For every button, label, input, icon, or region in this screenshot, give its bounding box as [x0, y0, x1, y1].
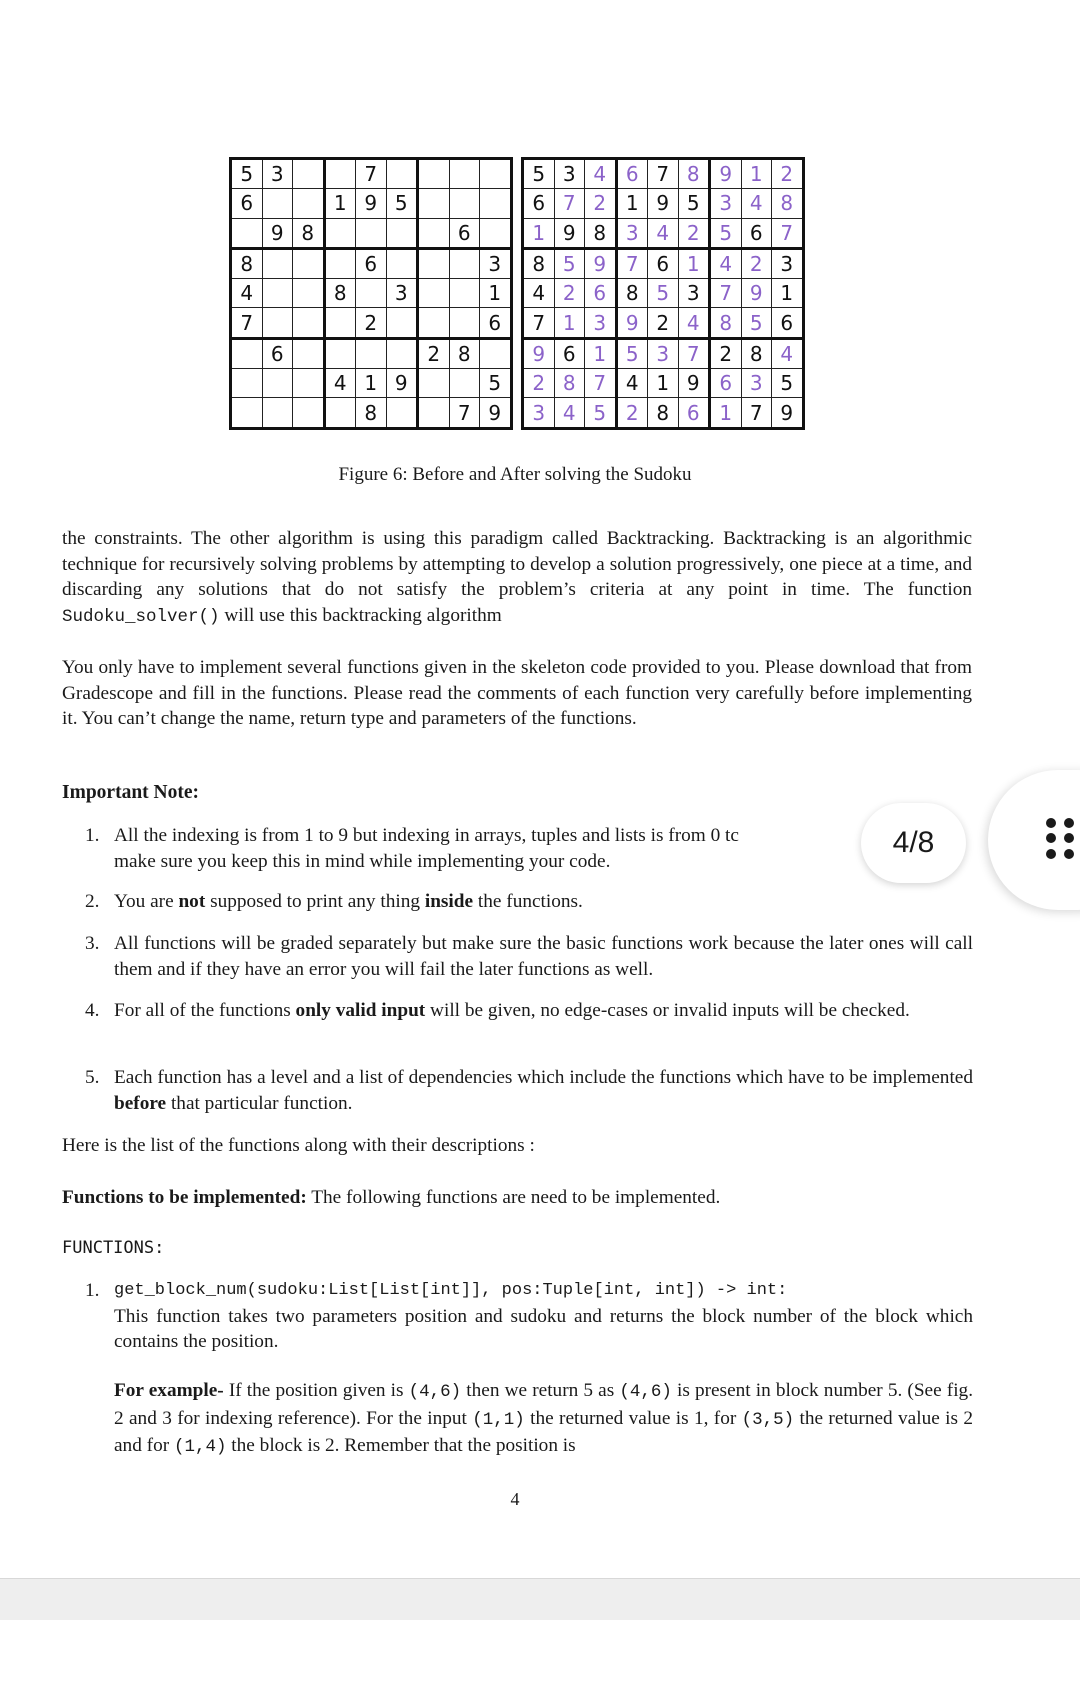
sudoku-cell: 4 [231, 279, 263, 308]
sudoku-cell: 5 [554, 248, 585, 278]
sudoku-cell: 3 [616, 218, 648, 248]
sudoku-cell: 6 [262, 338, 293, 368]
sudoku-cell: 1 [741, 159, 772, 189]
sudoku-cell: 4 [616, 369, 648, 398]
sudoku-cell: 5 [648, 279, 679, 308]
note-item-2: 2. You are not supposed to print any thing inside the functions. [85, 891, 583, 912]
sudoku-cell [324, 338, 356, 368]
sudoku-cell: 2 [554, 279, 585, 308]
sudoku-cell [324, 218, 356, 248]
sudoku-cell [418, 248, 450, 278]
sudoku-cell: 5 [231, 159, 263, 189]
sudoku-cell: 1 [710, 398, 742, 428]
sudoku-cell: 5 [772, 369, 804, 398]
sudoku-cell: 9 [585, 248, 617, 278]
sudoku-cell: 1 [480, 279, 512, 308]
sudoku-row [523, 159, 804, 189]
sudoku-cell: 1 [324, 189, 356, 218]
sudoku-cell: 8 [772, 189, 804, 218]
sudoku-cell: 2 [585, 189, 617, 218]
sudoku-cell: 4 [324, 369, 356, 398]
sudoku-cell: 6 [585, 279, 617, 308]
sudoku-cell: 3 [554, 159, 585, 189]
sudoku-cell: 8 [710, 308, 742, 338]
sudoku-cell [356, 338, 387, 368]
sudoku-cell: 6 [449, 218, 480, 248]
sudoku-cell: 4 [710, 248, 742, 278]
sudoku-cell: 7 [616, 248, 648, 278]
sudoku-cell [418, 308, 450, 338]
sudoku-cell [262, 369, 293, 398]
sudoku-cell: 8 [648, 398, 679, 428]
sudoku-cell [386, 218, 418, 248]
sudoku-cell [293, 369, 325, 398]
sudoku-cell: 4 [648, 218, 679, 248]
sudoku-cell [386, 308, 418, 338]
sudoku-cell: 2 [741, 248, 772, 278]
sudoku-cell: 5 [480, 369, 512, 398]
sudoku-cell: 5 [678, 189, 710, 218]
sudoku-cell: 8 [523, 248, 555, 278]
sudoku-cell: 5 [523, 159, 555, 189]
sudoku-cell: 2 [678, 218, 710, 248]
sudoku-row [523, 189, 804, 218]
sudoku-cell: 2 [710, 338, 742, 368]
sudoku-cell: 7 [741, 398, 772, 428]
sudoku-cell [418, 218, 450, 248]
sudoku-cell [262, 189, 293, 218]
function-example: For example- If the position given is (4,6) then we return 5 as (4,6) is present in block number 5. (See fig. 2 and 3 for indexing reference). For the input (1,1) the returned value is 1, for (3,5) the returned value is 2 and for (1,4) the block is 2. Remember that the position is [114, 1380, 974, 1458]
sudoku-cell: 1 [772, 279, 804, 308]
sudoku-cell: 1 [648, 369, 679, 398]
sudoku-cell [293, 159, 325, 189]
page-number: 4 [510, 1489, 520, 1509]
sudoku-cell: 3 [710, 189, 742, 218]
sudoku-cell [449, 308, 480, 338]
sudoku-cell: 4 [585, 159, 617, 189]
sudoku-cell: 9 [741, 279, 772, 308]
sudoku-cell: 4 [523, 279, 555, 308]
sudoku-cell: 1 [678, 248, 710, 278]
page-indicator[interactable]: 4/8 [861, 803, 966, 883]
sudoku-cell: 3 [262, 159, 293, 189]
sudoku-cell: 6 [554, 338, 585, 368]
sudoku-cell: 6 [523, 189, 555, 218]
backtracking-paragraph: the constraints. The other algorithm is using this paradigm called Backtracking. Backtracking is an algorithmic technique for recursively solving problems by attempting to develop a solution progressively, one piece at a time, and discarding any solutions that do not satisfy the problem’s criteria at any point in time. The function Sudoku_solver() will use this backtracking algorithm [62, 528, 972, 627]
sudoku-cell: 7 [678, 338, 710, 368]
sudoku-cell: 6 [678, 398, 710, 428]
sudoku-cell [356, 218, 387, 248]
sudoku-cell: 3 [480, 248, 512, 278]
sudoku-row [523, 338, 804, 368]
sudoku-cell: 6 [356, 248, 387, 278]
sudoku-cell: 3 [585, 308, 617, 338]
sudoku-cell [386, 338, 418, 368]
sudoku-cell: 7 [772, 218, 804, 248]
functions-label: FUNCTIONS: [62, 1238, 165, 1258]
sudoku-cell [262, 398, 293, 428]
sudoku-cell: 6 [772, 308, 804, 338]
sudoku-cell: 2 [418, 338, 450, 368]
sudoku-cell: 9 [710, 159, 742, 189]
viewer-bottom-bar [0, 1578, 1080, 1621]
sudoku-cell [231, 398, 263, 428]
sudoku-cell: 1 [585, 338, 617, 368]
sudoku-cell: 9 [262, 218, 293, 248]
sudoku-cell: 7 [554, 189, 585, 218]
sudoku-cell [418, 279, 450, 308]
sudoku-cell: 5 [585, 398, 617, 428]
sudoku-cell [231, 338, 263, 368]
sudoku-cell [386, 398, 418, 428]
sudoku-cell [480, 218, 512, 248]
note-item-4: 4. For all of the functions only valid input will be given, no edge-cases or invalid inputs will be checked. [85, 1000, 910, 1021]
note-item-3: 3. All functions will be graded separately but make sure the basic functions work because the later ones will call them and if they have an error you will fail the later functions as well. [85, 933, 973, 980]
sudoku-row [523, 308, 804, 338]
sudoku-cell [418, 189, 450, 218]
sudoku-cell [356, 279, 387, 308]
sudoku-row [231, 369, 512, 398]
sudoku-row [231, 159, 512, 189]
sudoku-cell: 9 [678, 369, 710, 398]
sudoku-cell [449, 369, 480, 398]
sudoku-cell [449, 279, 480, 308]
sudoku-cell [293, 189, 325, 218]
sudoku-after-grid [521, 157, 805, 430]
sudoku-cell: 5 [386, 189, 418, 218]
sudoku-cell [293, 248, 325, 278]
sudoku-cell [449, 159, 480, 189]
sudoku-cell [418, 159, 450, 189]
code-sudoku-solver: Sudoku_solver() [62, 606, 220, 627]
sudoku-cell: 6 [710, 369, 742, 398]
sudoku-cell [386, 248, 418, 278]
sudoku-cell [293, 279, 325, 308]
sudoku-row [231, 248, 512, 278]
sudoku-cell: 6 [480, 308, 512, 338]
sudoku-cell: 9 [386, 369, 418, 398]
important-note-heading: Important Note: [62, 782, 200, 803]
sudoku-row [523, 369, 804, 398]
sudoku-cell [324, 398, 356, 428]
sudoku-cell: 8 [324, 279, 356, 308]
function-item-1: 1. get_block_num(sudoku:List[List[int]], pos:Tuple[int, int]) -> int: This function takes two parameters position and sudoku and returns the block number of the block which contains the position. [85, 1278, 973, 1355]
sudoku-cell [449, 189, 480, 218]
sudoku-cell [262, 308, 293, 338]
sudoku-cell: 5 [710, 218, 742, 248]
note-item-5: 5. Each function has a level and a list of dependencies which include the functions which have to be implemented before that particular function. [85, 1067, 973, 1114]
sudoku-cell [480, 159, 512, 189]
sudoku-cell: 8 [554, 369, 585, 398]
sudoku-row [231, 338, 512, 368]
sudoku-cell: 8 [741, 338, 772, 368]
sudoku-cell: 7 [648, 159, 679, 189]
sudoku-cell: 4 [741, 189, 772, 218]
sudoku-cell: 4 [772, 338, 804, 368]
sudoku-cell: 3 [741, 369, 772, 398]
sudoku-row [231, 398, 512, 428]
sudoku-cell: 9 [523, 338, 555, 368]
sudoku-cell: 6 [231, 189, 263, 218]
sudoku-cell: 3 [678, 279, 710, 308]
sudoku-cell [231, 369, 263, 398]
viewer-background [0, 1620, 1080, 1700]
sudoku-cell: 8 [449, 338, 480, 368]
sudoku-cell [418, 369, 450, 398]
sudoku-cell: 7 [449, 398, 480, 428]
sudoku-cell: 8 [585, 218, 617, 248]
sudoku-cell: 9 [648, 189, 679, 218]
sudoku-cell: 3 [386, 279, 418, 308]
sudoku-cell: 8 [293, 218, 325, 248]
sudoku-row [523, 248, 804, 278]
note-item-1: 1. All the indexing is from 1 to 9 but indexing in arrays, tuples and lists is from 0 tc make sure you keep this in mind while implementing your code. [85, 825, 739, 872]
sudoku-cell: 4 [554, 398, 585, 428]
sudoku-cell [386, 159, 418, 189]
sudoku-cell: 1 [616, 189, 648, 218]
sudoku-cell [293, 338, 325, 368]
sudoku-cell [324, 159, 356, 189]
sudoku-cell: 7 [231, 308, 263, 338]
grid-dots-icon[interactable] [1046, 818, 1076, 860]
sudoku-cell: 2 [648, 308, 679, 338]
sudoku-cell [262, 279, 293, 308]
sudoku-cell: 2 [772, 159, 804, 189]
sudoku-row [231, 189, 512, 218]
sudoku-cell: 9 [616, 308, 648, 338]
sudoku-cell: 7 [523, 308, 555, 338]
function-description: This function takes two parameters position and sudoku and returns the block number of the block which contains the position. [114, 1305, 973, 1353]
sudoku-cell [293, 398, 325, 428]
sudoku-row [523, 218, 804, 248]
sudoku-cell [324, 248, 356, 278]
sudoku-cell: 1 [554, 308, 585, 338]
sudoku-cell: 3 [772, 248, 804, 278]
sudoku-cell: 7 [710, 279, 742, 308]
sudoku-cell: 2 [616, 398, 648, 428]
figure-caption: Figure 6: Before and After solving the Sudoku [338, 464, 692, 485]
sudoku-row [523, 398, 804, 428]
sudoku-cell [231, 218, 263, 248]
sudoku-cell: 2 [356, 308, 387, 338]
sudoku-cell: 6 [741, 218, 772, 248]
instructions-paragraph: You only have to implement several functions given in the skeleton code provided to you. Please download that from Gradescope and fill in the functions. Please read the comments of each function very carefully before implementing it. You can’t change the name, return type and parameters of the functions. [62, 657, 972, 730]
function-signature: get_block_num(sudoku:List[List[int]], pos:Tuple[int, int]) -> int: [114, 1281, 788, 1300]
sudoku-cell: 8 [231, 248, 263, 278]
sudoku-cell: 9 [554, 218, 585, 248]
sudoku-cell: 7 [585, 369, 617, 398]
sudoku-cell: 8 [356, 398, 387, 428]
sudoku-cell [480, 338, 512, 368]
sudoku-cell: 1 [356, 369, 387, 398]
functions-list-intro: Here is the list of the functions along with their descriptions : [62, 1135, 535, 1156]
sudoku-cell: 4 [678, 308, 710, 338]
sudoku-cell: 5 [616, 338, 648, 368]
sudoku-cell: 9 [480, 398, 512, 428]
sudoku-cell: 3 [648, 338, 679, 368]
functions-heading: Functions to be implemented: The following functions are need to be implemented. [62, 1187, 721, 1208]
sudoku-cell: 3 [523, 398, 555, 428]
sudoku-cell: 6 [648, 248, 679, 278]
sudoku-row [231, 218, 512, 248]
sudoku-row [231, 279, 512, 308]
sudoku-cell: 1 [523, 218, 555, 248]
sudoku-cell: 5 [741, 308, 772, 338]
sudoku-cell [418, 398, 450, 428]
sudoku-cell: 2 [523, 369, 555, 398]
sudoku-cell [449, 248, 480, 278]
sudoku-cell [293, 308, 325, 338]
sudoku-cell: 8 [616, 279, 648, 308]
sudoku-cell: 6 [616, 159, 648, 189]
sudoku-cell [324, 308, 356, 338]
sudoku-cell: 9 [356, 189, 387, 218]
sudoku-cell: 7 [356, 159, 387, 189]
sudoku-row [231, 308, 512, 338]
sudoku-row [523, 279, 804, 308]
sudoku-before-grid [229, 157, 513, 430]
sudoku-cell: 9 [772, 398, 804, 428]
sudoku-cell [262, 248, 293, 278]
sudoku-cell: 8 [678, 159, 710, 189]
sudoku-cell [480, 189, 512, 218]
